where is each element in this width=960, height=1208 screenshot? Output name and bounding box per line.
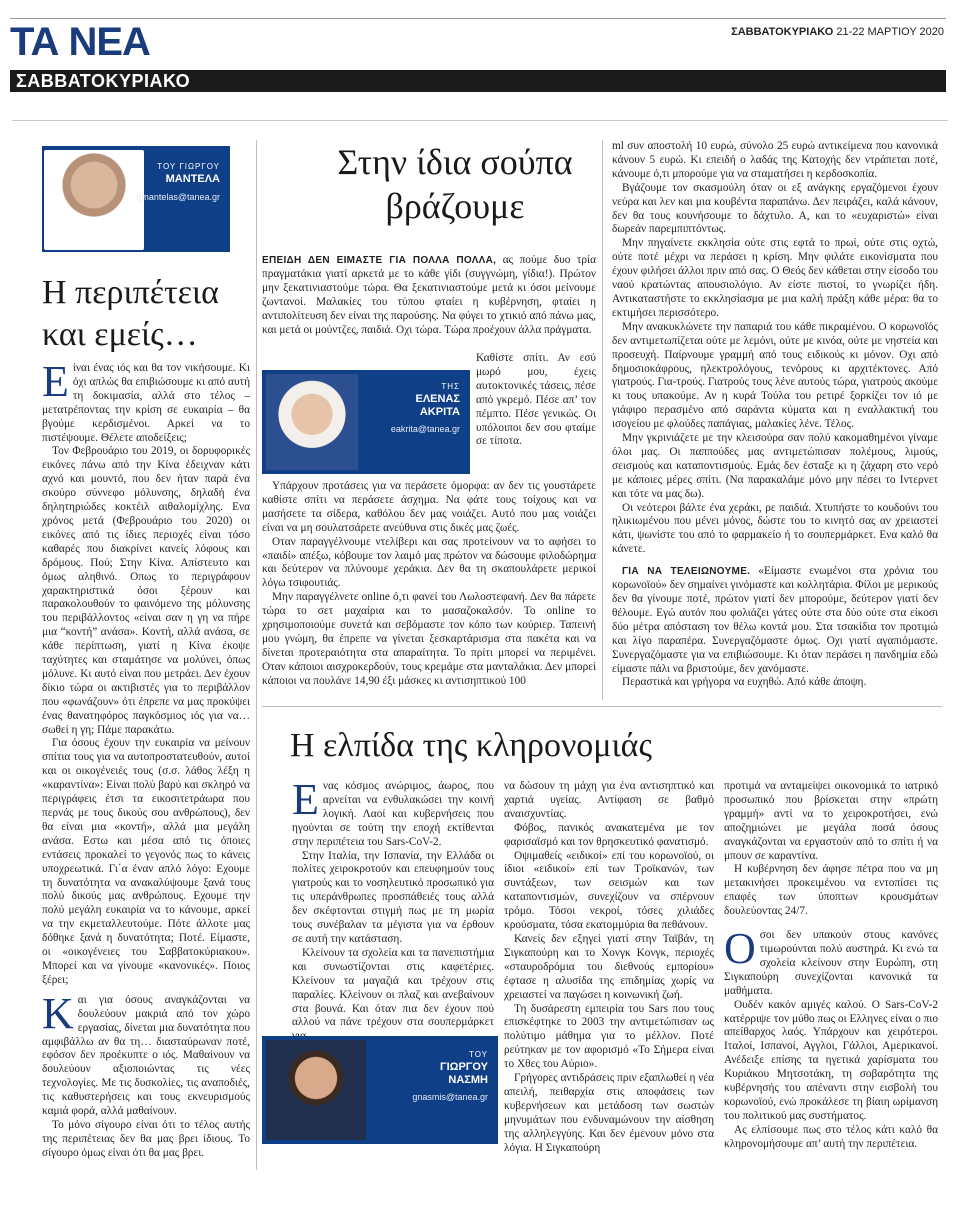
paragraph: Μην παραγγέλνετε online ό,τι φανεί του Λωλοστεφανή. Δεν θα πάρετε τώρα το σετ μαχαίρια και το μασαζοκαλσόν. Το online το χρησιμοποιούμε συνετά και σεβόμαστε τον κόπο των κούριερ. Ταπεινή μου γνώμη, θα έπρεπε να γίνεται ξεσκαρτάρισμα στα πακέτα και να δίνεται προτεραιότητα στα απαραίτητα. Το πρίτι μπορεί να περιμένει. Οταν κάποιοι αισχροκερδούν, τους κρεμάμε στα μανταλάκια. Δεν μπορεί κάποιοι να πουλάνε 14,90 έξι μάσκες κι αντισηπτικού 100 (262, 591, 596, 687)
author-box-nasmis (262, 1036, 498, 1144)
article3-col1 (292, 775, 494, 1044)
masthead-rule (10, 18, 946, 19)
author-last-name: ΑΚΡΙΤΑ (419, 406, 460, 418)
paragraph: ΕΠΕΙΔΗ ΔΕΝ ΕΙΜΑΣΤΕ ΓΙΑ ΠΟΛΛΑ ΠΟΛΛΑ, ας πούμε δυο τρία πραγματάκια γιατί αρκετά με το κάθε γίδι (συγγνώμη, γίδια!). Πρώτον μην ξεκατινιαστούμε τώρα. Θα ξεκατινιαστούμε μετά κι όσοι μείνουμε ζωντανοί. Μαλακίες του τύπου φταίει η κυβέρνηση, φταίει η αντιπολίτευση δεν είναι της παρούσης. Να φύγει το χτικιό από πάνω μας, και μετά οι μούντζες, παιδιά. Οχι τώρα. Τώρα προέχουν άλλα πράγματα. (262, 254, 596, 336)
article2-headline (330, 140, 580, 228)
author-prefix: ΤΟΥ (468, 1050, 488, 1059)
paragraph: Υπάρχουν προτάσεις για να περάσετε όμορφα: αν δεν τις γουστάρετε καθίστε σπίτι να περάσετε άσχημα. Να φάτε τους τοίχους και να μασήσετε τα σίδερα, καθόλου δεν μας νοιάζει. Αυτό που μας νοιάζει είναι να μη σουλατσάρετε ανεύθυνα στις δικές μας ζωές. (262, 480, 596, 534)
paragraph: Το μόνο σίγουρο είναι ότι το τέλος αυτής της περιπέτειας δεν θα μας βρει ίδιους. Το σίγουρο όμως είναι ότι θα μας βρει. (42, 1118, 250, 1159)
issue-date: 21-22 ΜΑΡΤΙΟΥ 2020 (836, 26, 944, 38)
paragraph: Οψιμαθείς «ειδικοί» επί του κορωνοϊού, οι ίδιοι «ειδικοί» επί των Τροϊκανών, των συντάξεων, των σεισμών και των καταποντισμών, συνεχίζουν να σπέρνουν τρόμο. Τόσοι νεκροί, τόσες χιλιάδες κρούσματα, τόσα εκατομμύρια θα πεθάνουν. (504, 849, 714, 932)
article2-body-part1 (262, 254, 596, 337)
dropcap: Ε (42, 357, 69, 406)
paragraph: Κανείς δεν εξηγεί γιατί στην Ταϊβάν, τη Σιγκαπούρη και το Χονγκ Κονγκ, περιοχές «σταυροδρόμια του διεθνούς εμπορίου» έφτασε η αλυσίδα της επιδημίας χωρίς να χρειαστεί να παγώσει η κοινωνική ζωή. (504, 932, 714, 1001)
lead-in: ΕΠΕΙΔΗ ΔΕΝ ΕΙΜΑΣΤΕ ΓΙΑ ΠΟΛΛΑ ΠΟΛΛΑ, (262, 255, 497, 266)
paragraph: Στην Ιταλία, την Ισπανία, την Ελλάδα οι πολίτες χειροκροτούν και επευφημούν τους γιατρούς και το νοσηλευτικό προσωπικό για τις υπεράνθρωπες προσπάθειές τους αλλά δεν σκέφτονται στιγμή πως με τη μωρία τους συνέβαλαν τα μέγιστα για να έρθουν σε αυτή την κατάσταση. (292, 849, 494, 945)
paragraph: Κλείνουν τα σχολεία και τα πανεπιστήμια και συνωστίζονται στις καφετέριες. Κλείνουν τα μαγαζιά και τρέχουν στις παραλίες. Κλείνουν οι πλαζ και ανεβαίνουν στα βουνά. Και όταν πια δεν έχουν πού αλλού να πάνε τρέχουν στα σουπερμάρκετ (292, 946, 494, 1029)
author-last-name: ΝΑΣΜΗ (448, 1074, 488, 1086)
dropcap: Κ (42, 988, 74, 1038)
author-photo (266, 374, 358, 470)
newspaper-logo: ΤΑ ΝΕΑ (10, 20, 150, 64)
paragraph: Οσοι δεν υπακούν στους κανόνες τιμωρούνται πολύ αυστηρά. Κι ενώ τα σχολεία κλείνουν στην Ευρώπη, στη Σιγκαπούρη συνεχίζονται κανονικά τα μαθήματα. (724, 924, 938, 997)
paragraph: Μην πηγαίνετε εκκλησία ούτε στις εφτά το πρωί, ούτε στις οχτώ, ούτε ποτέ μέχρι να περάσει η κρίση. Μην φιλάτε εικονίσματα που έχουν φιλήσει άλλοι πριν από σας. Ο Θεός δεν κάθεται στην είσοδο του ναού κρατώντας απουσιολόγιο. Αν είστε πιστοί, το γνωρίζει ήδη. Αντικαταστήστε το εκκλησίασμα με μια καλή πράξη κάθε μέρα: θα το εκτιμήσει περισσότερο. (612, 237, 938, 319)
paragraph: Ενας κόσμος ανώριμος, άωρος, που αρνείται να ενθυλακώσει την κοινή λογική. Λαοί και κυβερνήσεις που ηγούνται σε τούτη την εποχή εκτίθενται στην περιπέτεια του Sars-CoV-2. (292, 775, 494, 848)
author-prefix: ΤΟΥ ΓΙΩΡΓΟΥ (157, 162, 220, 171)
paragraph: Καθίστε σπίτι. Αν εσύ μωρό μου, έχεις αυτοκτονικές τάσεις, πέσε από γκρεμό. Πέσε απ’ τον πέμπτο. Πέσε γενικώς. Οι υπόλοιποι δεν σου φταίμε σε τίποτα. (476, 352, 596, 448)
author-prefix: ΤΗΣ (441, 382, 460, 391)
headline-line1: Η περιπέτεια (42, 274, 219, 311)
paragraph: ΓΙΑ ΝΑ ΤΕΛΕΙΩΝΟΥΜΕ. «Είμαστε ενωμένοι στα χρόνια του κορωνοϊού» δεν σημαίνει γινόμαστε και κολλητάρια. Φίλοι με μερικούς δεν θα γίνουμε ποτέ, πρώτον γιατί δεν μπορούμε, δεύτερον γιατί δεν θέλουμε. Εγώ αυτόν που φολιάζει γάτες ούτε στα δύο ούτε στα είκοσι δύο μέτρα απόσταση τον θέλω κοντά μου. Στα τσακίδια τον προτιμώ και λίγο παραπέρα. Συνεργαζόμαστε όμως. Οχι γιατί αγαπιόμαστε. Συνεργαζόμαστε για να επιβιώσουμε. Κι όταν περάσει η πανδημία εδώ είμαστε πάλι να βριστούμε, δεν χανόμαστε. (612, 565, 938, 675)
paragraph: Μην γκρινιάζετε με την κλεισούρα σαν πολύ κακομαθημένοι γίναμε όλοι μας. Οι παππούδες μας αντιμετώπισαν πολέμους, λιμούς, σεισμούς και καταποντισμούς. Εμάς δεν έσταξε κι η ζάχαρη στο νερό με κάποιες μέρες σπίτι. (Να παρακαλάμε μόνο μην πέσει το Ιντερνετ και τότε να μας δω). (612, 432, 938, 500)
section-label: ΣΑΒΒΑΤΟΚΥΡΙΑΚΟ (16, 71, 191, 91)
paragraph: Η κυβέρνηση δεν άφησε πέτρα που να μη μετακινήσει προκειμένου να εντοπίσει τις επαφές των ύποπτων κρουσμάτων δουλεύοντας 24/7. (724, 863, 938, 918)
article1-headline (42, 272, 252, 356)
headline-line1: Στην ίδια σούπα (337, 142, 573, 182)
paragraph: Τη δυσάρεστη εμπειρία του Sars που τους επισκέφτηκε το 2003 την αντιμετώπισαν ως πολύτιμο μάθημα για το μέλλον. Ποτέ ρεύτηκαν με τον αφορισμό «Το Σήμερα είναι το Χθες του Αύριο». (504, 1002, 714, 1071)
author-name: ΜΑΝΤΕΛΑ (165, 173, 220, 185)
paragraph: Μην ανακυκλώνετε την παπαριά του κάθε πικραμένου. Ο κορωνοϊός δεν αντιμετωπίζεται ούτε με λεμόνι, ούτε με κινόα, ούτε με νηστεία και προσευχή. Παίρνουμε γραμμή από τους ειδικούς κι μόνον. Οχι από δημοσιοκάφρους, ηλεκτρολόγους, τενόρους κι αρχιτέκτονες. Από γιατρούς. Για-τρούς. Γιατρούς τους λένε αυτούς τώρα, γιατρούς ακούμε κι τους υπακούμε. Αν η κυρά Τούλα του ρετιρέ ξορκίζει τον ιό με γιάφιρο περασμένο από σαράντα κύματα και η εναλλακτική του ισογείου με φλούδες παπάγιας, μαλακίες λένε. Τέλος. (612, 320, 938, 431)
section-divider (262, 706, 942, 707)
author-byline (440, 1048, 488, 1087)
paragraph: Για όσους έχουν την ευκαιρία να μείνουν σπίτια τους για να αυτοπροστατευθούν, αυτοί και οι οικογένειές τους (σ.σ. λάθος λέξη η «καραντίνα»: Είναι πολύ βαρύ και σκληρό να περιγράφεις έτσι τα εικοσιτετράωρα που περνάς με τους δικούς σου ανθρώπους), δεν θα είναι μια «κοντή», αλλά μια μεγάλη ανάσα. Εστω και μέσα από τις όποιες εντάσεις προκαλεί το γεγονός πως το κάνεις υποχρεωτικά. Γι΄α έναν απλό λόγο: Εχουμε τη δυνατότητα να ανακαλύψουμε ξανά τους πολύ δικούς μας ανθρώπους. Εχουμε την πολύ μεγάλη ευκαιρία να το κάνουμε, αρκεί να την εκμεταλλευτούμε. Πότε άλλοτε μας δόθηκε ξανά η δυνατότητα; Ποτέ. Είμαστε, οι «οικογένειες του Σαββατοκύριακου». Μπορεί και να γίνουμε «κανονικές». Ποιος ξέρει; (42, 737, 250, 986)
author-byline (416, 380, 461, 419)
column-rule-left (256, 140, 257, 1170)
section-bar (10, 70, 946, 92)
paragraph: Είναι ένας ιός και θα τον νικήσουμε. Κι όχι απλώς θα επιβιώσουμε κι από αυτή τη δοκιμασία, αλλά στο τέλος – μετατρέποντας την κρίση σε ευκαιρία – θα βγούμε κερδισμένοι. Αρκεί να το πιστέψουμε. Θέλετε αποδείξεις; (42, 357, 250, 444)
author-box-mantelas (42, 146, 230, 252)
edition-date (731, 26, 944, 38)
article3-headline: Η ελπίδα της κληρονομιάς (290, 727, 652, 764)
headline-line2: και εμείς… (42, 316, 198, 353)
column-rule-middle (602, 140, 603, 700)
paragraph: Οταν παραγγέλνουμε ντελίβερι και σας προτείνουν να το αφήσει το «παιδί» απέξω, κόβουμε τον λαιμό μας πρώτον να δώσουμε φιλοδώρημα και δεύτερον να πλύνουμε χεράκια. Δεν θα τη σκαπουλάρετε μερικοί λόγω τσιφουτιάς. (262, 535, 596, 590)
paragraph: Φόβος, πανικός ανακατεμένα με τον φαρισαϊσμό και τον θρησκευτικό φανατισμό. (504, 821, 714, 848)
headline-line2: βράζουμε (385, 186, 525, 226)
author-byline (157, 160, 220, 186)
edition-label: ΣΑΒΒΑΤΟΚΥΡΙΑΚΟ (731, 26, 834, 38)
article2-body-part2 (262, 480, 596, 689)
author-email: eakrita@tanea.gr (390, 424, 460, 434)
paragraph: Ουδέν κακόν αμιγές καλού. Ο Sars-CoV-2 κατέρριψε τον μύθο πως οι Ελληνες είναι ο πιο απείθαρχος λαός. Υπάρχουν και χειρότεροι. Ιταλοί, Ισπανοί, Αγγλοι, Γάλλοι, Αμερικανοί. Ανέδειξε επίσης τα ηγετικά χαρίσματα του Κυριάκου Μητσοτάκη, τη σοβαρότητα της κυβέρνησής του απέναντι στην εισβολή του κορωνοϊού, ενώ προκάλεσε τη βίαιη ωρίμανση του πολιτικού μας συστήματος. (724, 998, 938, 1122)
article2-body-part3 (612, 140, 938, 690)
lead-in: ΓΙΑ ΝΑ ΤΕΛΕΙΩΝΟΥΜΕ. (622, 566, 751, 578)
paragraph: Γρήγορες αντιδράσεις πριν εξαπλωθεί η νέα απειλή, πειθαρχία στις αποφάσεις των κυβερνήσεων και μετάδοση των σωστών μηνυμάτων που ενδυναμώνουν την αίσθηση της αλληλεγγύης. Και δεν έμενουν μόνο στα λόγια. Η Σιγκαπούρη (504, 1072, 714, 1154)
author-box-akrita (262, 370, 470, 474)
paragraph: ml συν αποστολή 10 ευρώ, σύνολο 25 ευρώ αντικείμενα που κανονικά κάνουν 5 ευρώ. Κι επειδή ο λαδάς της Κατοχής δεν ντράπεται ποτέ, κάνουμε ό,τι μπορούμε για να σταματήσει η κερδοσκοπία. (612, 140, 938, 180)
author-first-name: ΕΛΕΝΑΣ (415, 393, 460, 405)
author-first-name: ΓΙΩΡΓΟΥ (439, 1061, 488, 1073)
paragraph: Βγάζουμε τον σκασμούλη όταν οι εξ ανάγκης εργαζόμενοι έχουν νεύρα και λεν και μια κουβέντα παραπάνω. Δεν πειράζει, καλά κάνουν, δεν θα τους κουνήσουμε το δάχτυλο. Α, και το «ευχαριστώ» είναι δωρεάν παρεμπιπτόντως. (612, 181, 938, 236)
paragraph: να δώσουν τη μάχη για ένα αντισηπτικό και χαρτιά υγείας. Αντίφαση σε βαθμό αναισχυντίας. (504, 780, 714, 820)
paragraph: Και για όσους αναγκάζονται να δουλεύουν μακριά από τον χώρο εργασίας, δίνεται μια δυνατότητα που αμφιβάλλω αν θα τη… διασταύρωναν ποτέ, εφόσον δεν προέκυπτε ο ιός. Μαθαίνουν να δουλεύουν αξιοποιώντας τις νέες τεχνολογίες. Με τις δυσκολίες, τις αναποδιές, τις καθυστερήσεις και τους εκνευρισμούς καμιά φορά, αλλά μαθαίνουν. (42, 988, 250, 1118)
paragraph: Ας ελπίσουμε πως στο τέλος κάτι καλό θα κληρονομήσουμε απ’ αυτή την περιπέτεια. (724, 1123, 938, 1150)
article1-body (42, 357, 250, 1161)
author-email: gmantelas@tanea.gr (136, 192, 220, 202)
author-photo (44, 150, 144, 250)
dropcap: Ε (292, 775, 319, 824)
article3-col2 (504, 780, 714, 1155)
author-email: gnasmis@tanea.gr (412, 1092, 488, 1102)
dropcap: Ο (724, 924, 756, 974)
paragraph: Οι νεότεροι βάλτε ένα χεράκι, ρε παιδιά. Χτυπήστε το κουδούνι του ηλικιωμένου που μένει μόνος, δώστε του το κινητό σας αν χρειαστεί κάτι, ψωνίστε του από το φαρμακείο ή το σουπερμάρκετ. Ενα καλό θα κάνετε. (612, 501, 938, 556)
author-photo (266, 1040, 366, 1140)
paragraph: Περαστικά και γρήγορα να ευχηθώ. Από κάθε άποψη. (622, 676, 867, 689)
article2-body-beside-photo (476, 352, 596, 449)
paragraph: προτιμά να ανταμείψει οικονομικά το ιατρικό προσωπικό που βρίσκεται στην «πρώτη γραμμή» αντί να το χειροκροτήσει, ενώ αποζημιώνει με μεγάλα ποσά όσους αναγκάζονται να εργαστούν από το σπίτι ή να μπουν σε καραντίνα. (724, 780, 938, 862)
paragraph: Τον Φεβρουάριο του 2019, οι δορυφορικές εικόνες πάνω από την Κίνα έδειχναν κάτι αχνό και μουντό, που δεν ήταν παρά ένα σκούρο σύννεφο μόλυνσης, δηλαδή ένα δηλητηριώδες κοκτέιλ αιθαλομίχλης. Ενα χρόνος μετά (Φεβρουάριο του 2020) οι εικόνες από τις ίδιες περιοχές είναι τόσο καθαρές που διακρίνει κανείς λόφους και δρόμους. Πού; Στην Κίνα. Απίστευτο και όμως αληθινό. Οπως το περιγράφουν χαρακτηριστικά όσοι ξέρουν και παρακολουθούν το φαινόμενο της μόλυνσης του περιβάλλοντος «είναι σαν η γη να πήρε μια “κοντή” ανάσα». Κοντή, αλλά ανάσα, σε κάθε περίπτωση, γιατί η Κίνα έκοψε ταχύτητες και σταμάτησε να μολύνει, όπως μόλυνε. Κι αυτό είναι που μετράει. Δεν έχουν δίκιο τώρα οι ακτιβιστές για το περιβάλλον που «φωνάζουν» ότι έπρεπε να μας προκύψει ένας θανατηφόρος παγκόσμιος ιός για να… σωθεί η γη; Πάμε παρακάτω. (42, 445, 250, 736)
article3-col3 (724, 780, 938, 1152)
